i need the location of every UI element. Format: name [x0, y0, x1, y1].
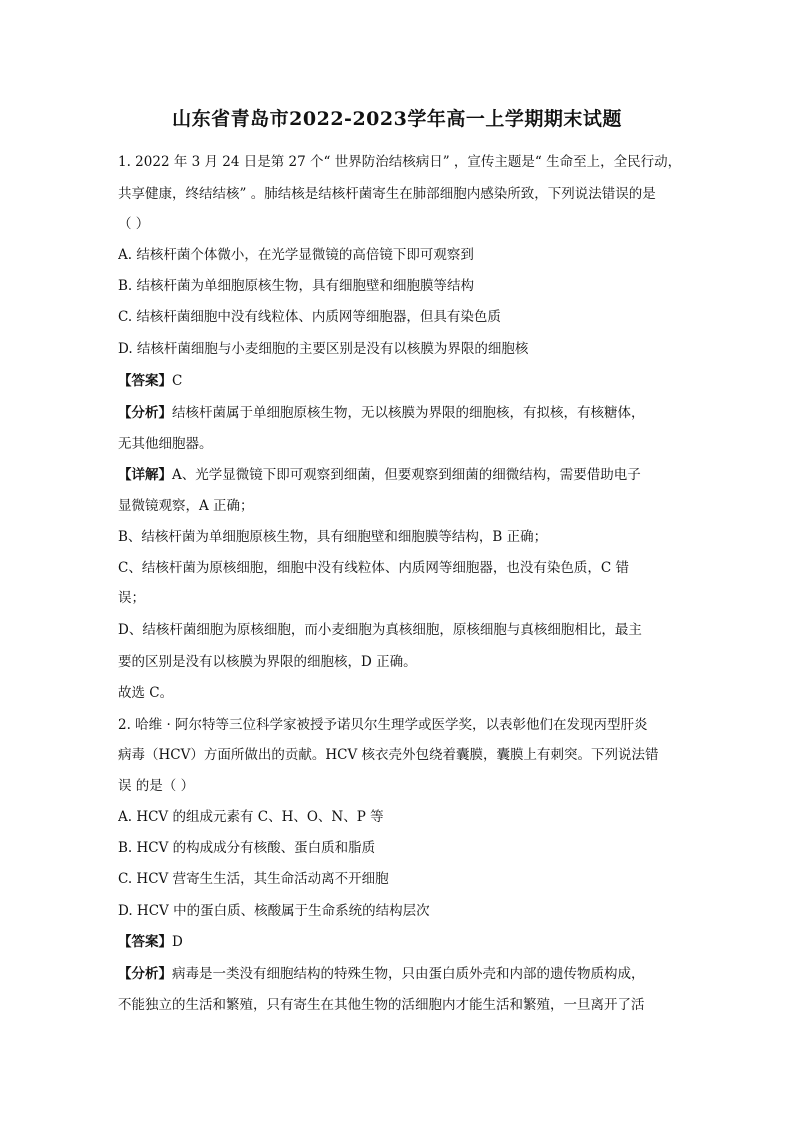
text-line [118, 839, 683, 857]
line-text: 1. 2022 年 3 月 24 日是第 27 个“ 世界防治结核病日” ，宣传主题是“ 生命至上，全民行动， [118, 154, 682, 170]
line-text: C. HCV 营寄生生活，其生命活动离不开细胞 [118, 871, 389, 887]
line-text: 误 的是（ ） [118, 778, 195, 794]
text-line [118, 340, 683, 358]
line-text: 不能独立的生活和繁殖，只有寄生在其他生物的活细胞内才能生活和繁殖，一旦离开了活 [118, 997, 645, 1013]
text-line [118, 308, 683, 326]
section-tag: 【答案】 [118, 934, 172, 950]
text-line [118, 870, 683, 888]
text-line [118, 153, 683, 171]
text-line [118, 277, 683, 295]
line-text: D [172, 934, 183, 950]
text-line [118, 466, 683, 484]
text-line [118, 902, 683, 920]
text-line [118, 746, 683, 764]
line-text: 要的区别是没有以核膜为界限的细胞核，D 正确。 [118, 654, 417, 670]
line-text: A. HCV 的组成元素有 C、H、O、N、P 等 [118, 809, 384, 825]
text-line [118, 621, 683, 639]
line-text: C、结核杆菌为原核细胞，细胞中没有线粒体、内质网等细胞器，也没有染色质，C 错 [118, 560, 629, 576]
text-line [118, 404, 683, 422]
line-text: 结核杆菌属于单细胞原核生物，无以核膜为界限的细胞核，有拟核，有核糖体， [172, 405, 645, 421]
section-tag: 【分析】 [118, 966, 172, 982]
text-line [118, 965, 683, 983]
line-text: C. 结核杆菌细胞中没有线粒体、内质网等细胞器，但具有染色质 [118, 309, 501, 325]
line-text: 误； [118, 590, 145, 606]
text-line [118, 559, 683, 577]
line-text: 共享健康，终结结核” 。肺结核是结核杆菌寄生在肺部细胞内感染所致，下列说法错误的是 [118, 186, 656, 202]
text-line [118, 589, 683, 607]
text-line [118, 808, 683, 826]
line-text: D、结核杆菌细胞为原核细胞，而小麦细胞为真核细胞，原核细胞与真核细胞相比，最主 [118, 622, 642, 638]
line-text: B、结核杆菌为单细胞原核生物，具有细胞壁和细胞膜等结构，B 正确； [118, 529, 548, 545]
line-text: B. HCV 的构成成分有核酸、蛋白质和脂质 [118, 840, 376, 856]
text-line [118, 716, 683, 734]
text-line [118, 996, 683, 1014]
text-line [118, 372, 683, 390]
line-text: 病毒是一类没有细胞结构的特殊生物，只由蛋白质外壳和内部的遗传物质构成， [172, 966, 645, 982]
page-title: 山东省青岛市2022-2023学年高一上学期期末试题 [172, 108, 622, 130]
text-line [118, 653, 683, 671]
text-line [118, 684, 683, 702]
text-line [118, 497, 683, 515]
line-text: D. HCV 中的蛋白质、核酸属于生命系统的结构层次 [118, 903, 430, 919]
line-text: B. 结核杆菌为单细胞原核生物，具有细胞壁和细胞膜等结构 [118, 278, 475, 294]
line-text: （ ） [118, 216, 150, 232]
line-text: 故选 C。 [118, 685, 174, 701]
section-tag: 【答案】 [118, 373, 172, 389]
line-text: C [172, 373, 183, 389]
line-text: 显微镜观察，A 正确； [118, 498, 254, 514]
text-line [118, 215, 683, 233]
section-tag: 【分析】 [118, 405, 172, 421]
line-text: 无其他细胞器。 [118, 436, 213, 452]
text-line [118, 246, 683, 264]
text-line [118, 528, 683, 546]
line-text: 病毒（HCV）方面所做出的贡献。HCV 核衣壳外包绕着囊膜，囊膜上有刺突。下列说法错 [118, 747, 659, 763]
line-text: A、光学显微镜下即可观察到细菌，但要观察到细菌的细微结构，需要借助电子 [172, 467, 641, 483]
line-text: A. 结核杆菌个体微小，在光学显微镜的高倍镜下即可观察到 [118, 247, 474, 263]
text-line [118, 933, 683, 951]
text-line [118, 435, 683, 453]
line-text: 2. 哈维 · 阿尔特等三位科学家被授予诺贝尔生理学或医学奖，以表彰他们在发现丙型肝炎 [118, 717, 648, 733]
text-line [118, 777, 683, 795]
section-tag: 【详解】 [118, 467, 172, 483]
text-line [118, 185, 683, 203]
line-text: D. 结核杆菌细胞与小麦细胞的主要区别是没有以核膜为界限的细胞核 [118, 341, 529, 357]
